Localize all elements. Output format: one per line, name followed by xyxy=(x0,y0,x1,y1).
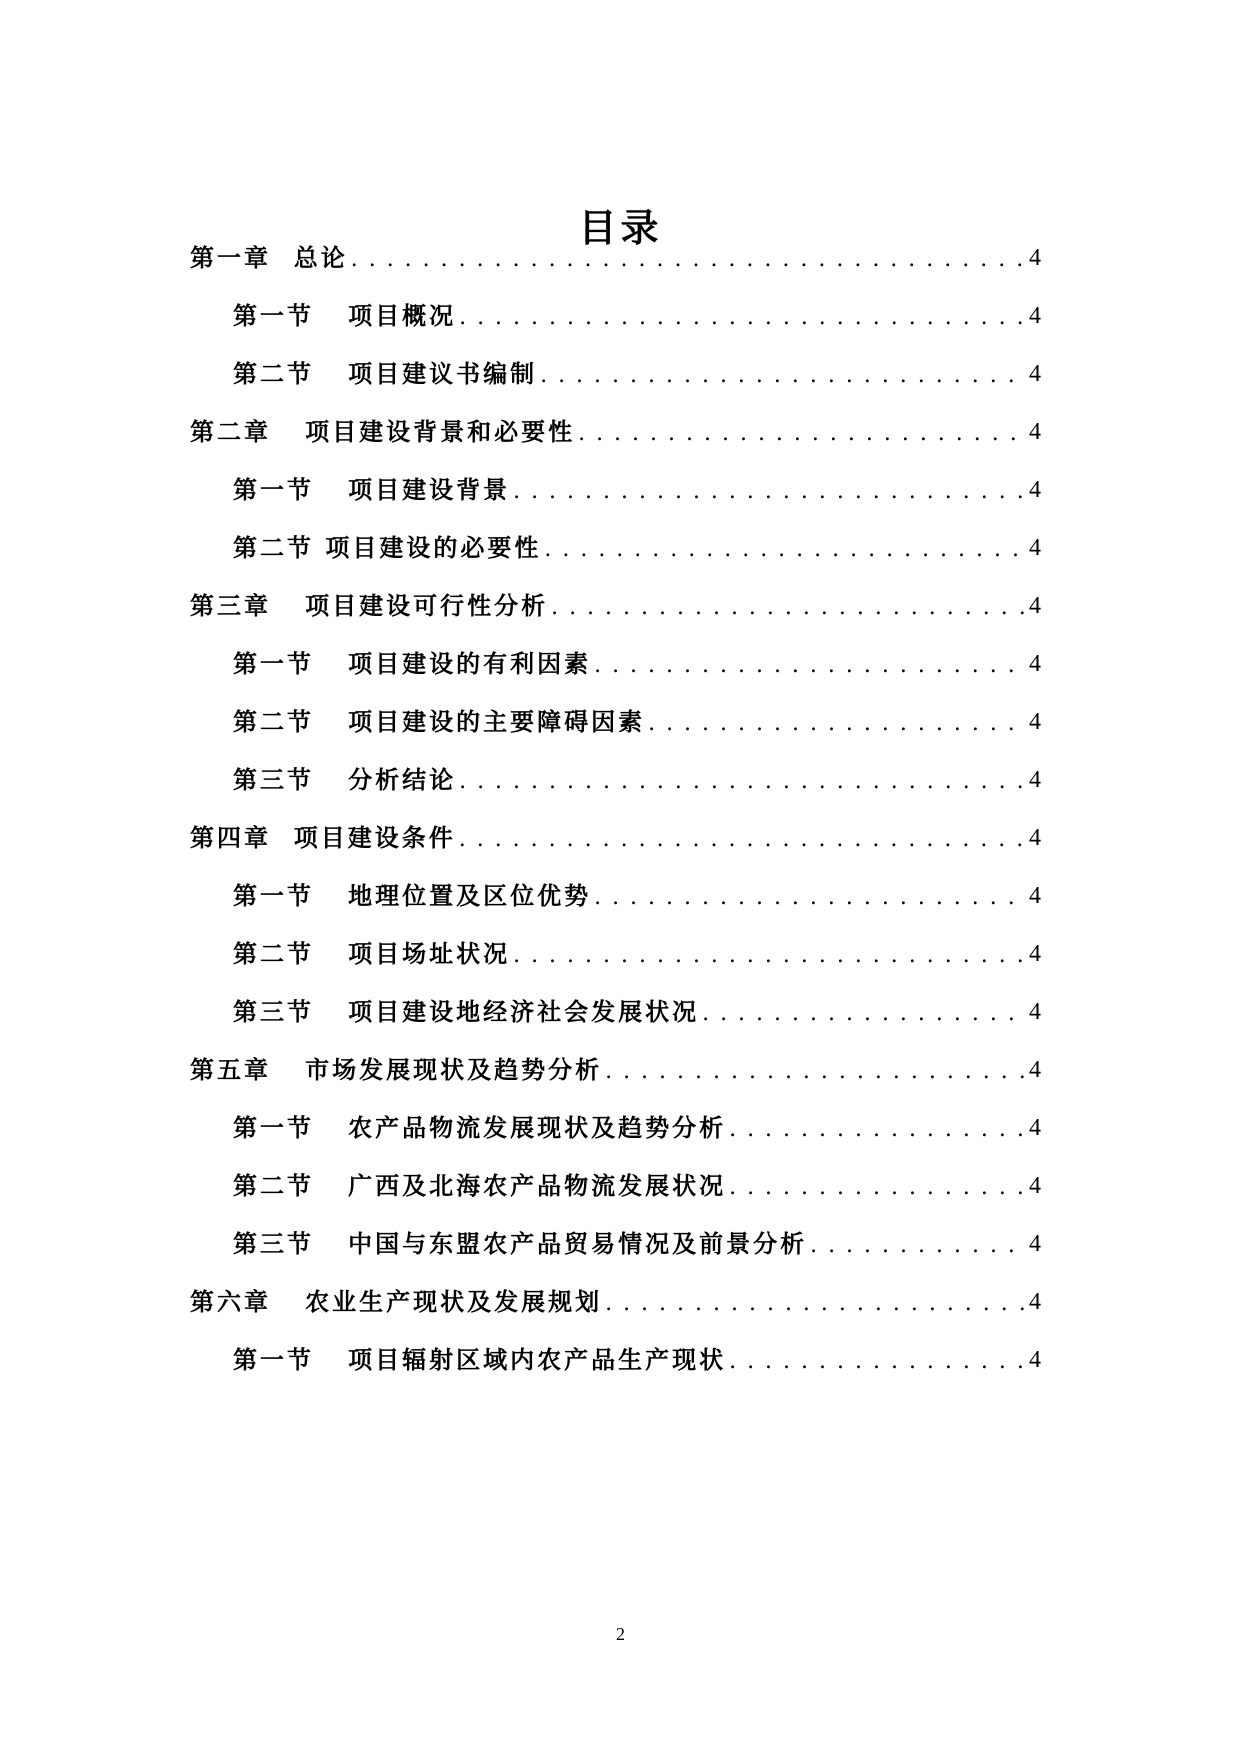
toc-entry-label: 第二节 项目建设的必要性 xyxy=(233,534,542,562)
toc-section-entry[interactable] xyxy=(233,1340,1041,1380)
toc-entry-label: 第二节 项目场址状况 xyxy=(233,940,511,968)
toc-dot-leader xyxy=(726,1108,1027,1148)
toc-page-number: 4 xyxy=(1029,1057,1041,1083)
toc-page-number: 4 xyxy=(1029,709,1041,735)
toc-page-number: 4 xyxy=(1029,1231,1041,1257)
toc-section-entry[interactable] xyxy=(233,760,1041,800)
toc-page-number: 4 xyxy=(1029,1347,1041,1373)
toc-entry-label: 第三节 中国与东盟农产品贸易情况及前景分析 xyxy=(233,1230,808,1258)
toc-page-number: 4 xyxy=(1029,651,1041,677)
toc-page-number: 4 xyxy=(1029,767,1041,793)
toc-dot-leader xyxy=(548,586,1027,626)
toc-page-number: 4 xyxy=(1029,1173,1041,1199)
toc-entry-label: 第二节 项目建设的主要障碍因素 xyxy=(233,708,646,736)
toc-page-number: 4 xyxy=(1029,941,1041,967)
toc-dot-leader xyxy=(726,1340,1027,1380)
toc-chapter-entry[interactable] xyxy=(190,818,1041,858)
toc-entry-label: 第一章 总论 xyxy=(190,244,348,272)
toc-entry-label: 第一节 项目建设背景 xyxy=(233,476,511,504)
toc-entry-label: 第三节 分析结论 xyxy=(233,766,457,794)
toc-page-number: 4 xyxy=(1029,361,1041,387)
toc-page-number: 4 xyxy=(1029,883,1041,909)
toc-section-entry[interactable] xyxy=(233,528,1041,568)
toc-entry-label: 第一节 项目辐射区域内农产品生产现状 xyxy=(233,1346,727,1374)
toc-page-number: 4 xyxy=(1029,419,1041,445)
toc-section-entry[interactable] xyxy=(233,992,1041,1032)
toc-dot-leader xyxy=(456,818,1027,858)
toc-section-entry[interactable] xyxy=(233,934,1041,974)
toc-dot-leader xyxy=(645,702,1027,742)
toc-dot-leader xyxy=(591,644,1027,684)
toc-dot-leader xyxy=(602,1282,1027,1322)
toc-page-number: 4 xyxy=(1029,593,1041,619)
toc-section-entry[interactable] xyxy=(233,1224,1041,1264)
toc-entry-label: 第五章 市场发展现状及趋势分析 xyxy=(190,1056,603,1084)
toc-section-entry[interactable] xyxy=(233,702,1041,742)
toc-page-number: 4 xyxy=(1029,999,1041,1025)
toc-chapter-entry[interactable] xyxy=(190,1050,1041,1090)
toc-section-entry[interactable] xyxy=(233,296,1041,336)
toc-entry-label: 第一节 地理位置及区位优势 xyxy=(233,882,592,910)
toc-section-entry[interactable] xyxy=(233,470,1041,510)
toc-page-number: 4 xyxy=(1029,245,1041,271)
toc-dot-leader xyxy=(510,934,1027,974)
toc-dot-leader xyxy=(591,876,1027,916)
toc-section-entry[interactable] xyxy=(233,354,1041,394)
toc-dot-leader xyxy=(456,296,1027,336)
toc-chapter-entry[interactable] xyxy=(190,586,1041,626)
toc-dot-leader xyxy=(575,412,1027,452)
toc-entry-label: 第一节 项目概况 xyxy=(233,302,457,330)
toc-dot-leader xyxy=(537,354,1027,394)
footer-page-number: 2 xyxy=(616,1624,625,1644)
page-title: 目录 xyxy=(578,206,663,250)
toc-entry-label: 第一节 项目建设的有利因素 xyxy=(233,650,592,678)
toc-dot-leader xyxy=(699,992,1027,1032)
toc-dot-leader xyxy=(456,760,1027,800)
toc-section-entry[interactable] xyxy=(233,1166,1041,1206)
toc-section-entry[interactable] xyxy=(233,1108,1041,1148)
toc-dot-leader xyxy=(726,1166,1027,1206)
toc-dot-leader xyxy=(510,470,1027,510)
toc-dot-leader xyxy=(541,528,1027,568)
toc-entry-label: 第六章 农业生产现状及发展规划 xyxy=(190,1288,603,1316)
toc-chapter-entry[interactable] xyxy=(190,412,1041,452)
toc-page-number: 4 xyxy=(1029,535,1041,561)
toc-page-number: 4 xyxy=(1029,825,1041,851)
toc-entry-label: 第三章 项目建设可行性分析 xyxy=(190,592,549,620)
toc-section-entry[interactable] xyxy=(233,644,1041,684)
toc-entry-label: 第二节 广西及北海农产品物流发展状况 xyxy=(233,1172,727,1200)
toc-entry-label: 第三节 项目建设地经济社会发展状况 xyxy=(233,998,700,1026)
toc-chapter-entry[interactable] xyxy=(190,1282,1041,1322)
toc-entry-label: 第二节 项目建议书编制 xyxy=(233,360,538,388)
toc-dot-leader xyxy=(807,1224,1027,1264)
toc-page-number: 4 xyxy=(1029,477,1041,503)
toc-dot-leader xyxy=(602,1050,1027,1090)
toc-section-entry[interactable] xyxy=(233,876,1041,916)
toc-page-number: 4 xyxy=(1029,1289,1041,1315)
toc-entry-label: 第一节 农产品物流发展现状及趋势分析 xyxy=(233,1114,727,1142)
toc-dot-leader xyxy=(348,238,1027,278)
toc-page-number: 4 xyxy=(1029,303,1041,329)
toc-entry-label: 第二章 项目建设背景和必要性 xyxy=(190,418,576,446)
toc-page-number: 4 xyxy=(1029,1115,1041,1141)
toc-entry-label: 第四章 项目建设条件 xyxy=(190,824,456,852)
toc-chapter-entry[interactable] xyxy=(190,238,1041,278)
